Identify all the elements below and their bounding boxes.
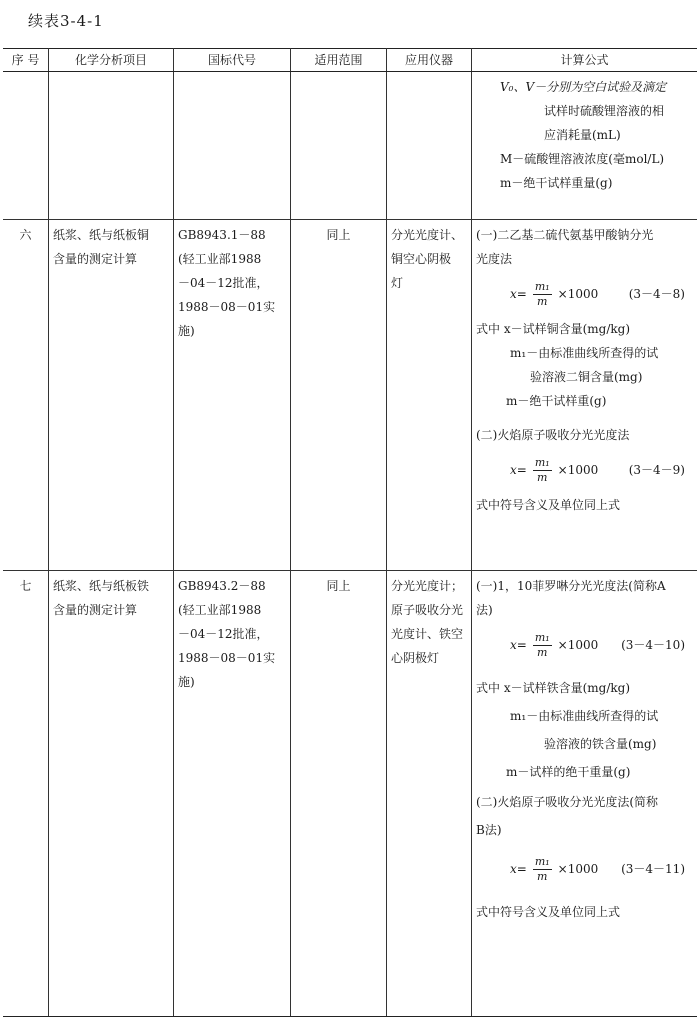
method-title: (二)火焰原子吸收分光光度法(简称 bbox=[476, 795, 659, 809]
standard-code: 1988－08－01实 bbox=[178, 300, 276, 314]
where-line: m－绝干试样重(g) bbox=[506, 394, 607, 408]
scope-text: 同上 bbox=[326, 228, 351, 242]
fraction bbox=[533, 280, 552, 309]
method-title: (二)火焰原子吸收分光光度法 bbox=[476, 428, 630, 442]
fraction-denominator: m bbox=[537, 645, 548, 659]
method-title: B法) bbox=[476, 823, 502, 837]
row-number: 七 bbox=[19, 579, 32, 593]
equation-number: (3－4－11) bbox=[621, 862, 685, 876]
standard-code: (轻工业部1988 bbox=[178, 603, 262, 617]
formula-lhs: x= bbox=[510, 287, 527, 301]
item-text: 含量的测定计算 bbox=[53, 252, 138, 266]
table-row bbox=[3, 72, 697, 220]
header-scope: 适用范围 bbox=[291, 49, 387, 72]
where-line: 验溶液二铜含量(mg) bbox=[530, 370, 643, 384]
formula-cell bbox=[472, 220, 698, 571]
fraction bbox=[533, 631, 552, 660]
table-caption: 续表3-4-1 bbox=[28, 12, 104, 30]
table-row bbox=[3, 220, 697, 571]
formula-note: 试样时硫酸锂溶液的相 bbox=[544, 104, 665, 118]
instrument-text: 原子吸收分光 bbox=[391, 603, 464, 617]
standard-code: －04－12批准， bbox=[178, 276, 269, 290]
standard-code: GB8943.2－88 bbox=[178, 579, 266, 593]
fraction bbox=[533, 855, 552, 884]
formula-cell bbox=[472, 571, 698, 1017]
note-line: 式中符号含义及单位同上式 bbox=[476, 905, 621, 919]
formula-cell bbox=[472, 72, 698, 220]
formula bbox=[476, 846, 693, 892]
fraction-numerator: m₁ bbox=[534, 455, 550, 469]
instrument-text: 铜空心阴极 bbox=[391, 252, 452, 266]
data-table bbox=[3, 48, 697, 1017]
where-line: 式中 x－试样铁含量(mg/kg) bbox=[476, 681, 631, 695]
method-title: (一)1，10菲罗啉分光光度法(简称A bbox=[476, 579, 666, 593]
item-text: 纸浆、纸与纸板铜 bbox=[53, 228, 150, 242]
header-row bbox=[3, 49, 697, 72]
standard-code: －04－12批准， bbox=[178, 627, 269, 641]
formula-rhs: ×1000 bbox=[557, 638, 599, 652]
formula-lhs: x= bbox=[510, 638, 527, 652]
formula-rhs: ×1000 bbox=[557, 287, 599, 301]
table-row bbox=[3, 571, 697, 1017]
fraction-numerator: m₁ bbox=[534, 854, 550, 868]
instrument-text: 分光光度计； bbox=[391, 579, 464, 593]
method-title: (一)二乙基二硫代氨基甲酸钠分光 bbox=[476, 228, 654, 242]
fraction-denominator: m bbox=[537, 869, 548, 883]
note-line: 式中符号含义及单位同上式 bbox=[476, 498, 621, 512]
header-instrument: 应用仪器 bbox=[387, 49, 472, 72]
equation-number: (3－4－10) bbox=[621, 638, 685, 652]
instrument-text: 灯 bbox=[391, 276, 404, 290]
instrument-text: 分光光度计、 bbox=[391, 228, 464, 242]
formula-note: V₀、V－分别为空白试验及滴定 bbox=[500, 80, 667, 94]
fraction-numerator: m₁ bbox=[534, 630, 550, 644]
where-line: m₁－由标准曲线所查得的试 bbox=[510, 709, 659, 723]
method-title: 法) bbox=[476, 603, 493, 617]
standard-code: GB8943.1－88 bbox=[178, 228, 266, 242]
standard-code: (轻工业部1988 bbox=[178, 252, 262, 266]
instrument-text: 心阴极灯 bbox=[391, 651, 440, 665]
standard-code: 施) bbox=[178, 675, 195, 689]
formula-lhs: x= bbox=[510, 463, 527, 477]
formula bbox=[476, 622, 693, 668]
formula-rhs: ×1000 bbox=[557, 862, 599, 876]
formula-note: m－绝干试样重量(g) bbox=[500, 176, 613, 190]
fraction-numerator: m₁ bbox=[534, 279, 550, 293]
equation-number: (3－4－8) bbox=[628, 287, 685, 301]
formula-rhs: ×1000 bbox=[557, 463, 599, 477]
formula bbox=[476, 447, 693, 493]
standard-code: 1988－08－01实 bbox=[178, 651, 276, 665]
header-no: 序 号 bbox=[3, 49, 49, 72]
where-line: m₁－由标准曲线所查得的试 bbox=[510, 346, 659, 360]
fraction bbox=[533, 456, 552, 485]
where-line: 式中 x－试样铜含量(mg/kg) bbox=[476, 322, 631, 336]
method-title: 光度法 bbox=[476, 252, 513, 266]
row-number: 六 bbox=[19, 228, 32, 242]
formula-note: M－硫酸锂溶液浓度(毫mol/L) bbox=[500, 152, 665, 166]
instrument-text: 光度计、铁空 bbox=[391, 627, 464, 641]
item-text: 含量的测定计算 bbox=[53, 603, 138, 617]
formula bbox=[476, 271, 693, 317]
where-line: 验溶液的铁含量(mg) bbox=[544, 737, 657, 751]
fraction-denominator: m bbox=[537, 294, 548, 308]
standard-code: 施) bbox=[178, 324, 195, 338]
header-item: 化学分析项目 bbox=[49, 49, 174, 72]
formula-note: 应消耗量(mL) bbox=[544, 128, 621, 142]
fraction-denominator: m bbox=[537, 470, 548, 484]
equation-number: (3－4－9) bbox=[628, 463, 685, 477]
header-formula: 计算公式 bbox=[472, 49, 698, 72]
scope-text: 同上 bbox=[326, 579, 351, 593]
where-line: m－试样的绝干重量(g) bbox=[506, 765, 631, 779]
header-standard: 国标代号 bbox=[174, 49, 291, 72]
formula-lhs: x= bbox=[510, 862, 527, 876]
item-text: 纸浆、纸与纸板铁 bbox=[53, 579, 150, 593]
